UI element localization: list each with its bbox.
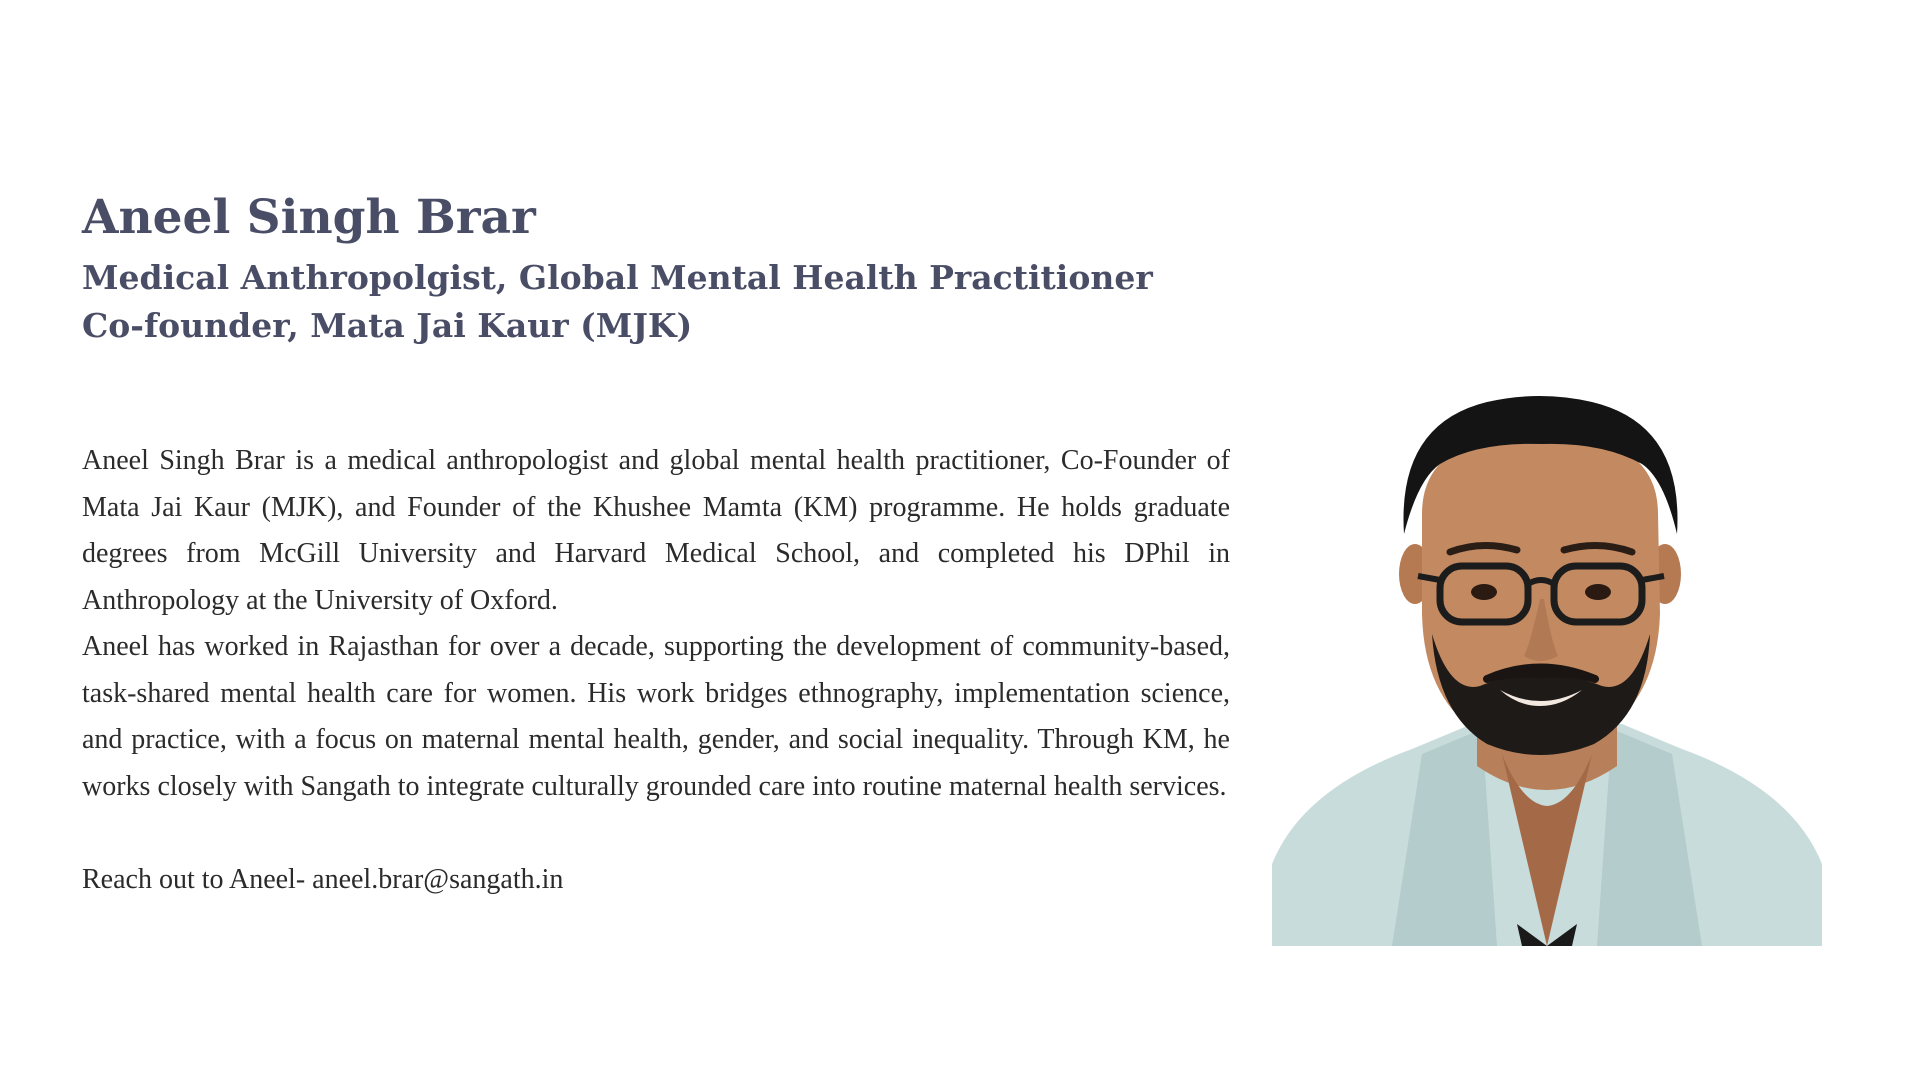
- bio-paragraph-2: Aneel has worked in Rajasthan for over a decade, supporting the development of community-based, task-shared mental health care for women. His work bridges ethnography, implementation science, and practice, with a focus on maternal mental health, gender, and social inequality. Through KM, he works closely with Sangath to integrate culturally grounded care into routine maternal health services.: [82, 631, 1230, 802]
- profile-photo: [1272, 394, 1822, 946]
- profile-name: Aneel Singh Brar: [82, 190, 536, 245]
- photo-eye-left: [1471, 584, 1497, 600]
- photo-glasses-arm-left: [1418, 576, 1440, 580]
- photo-moustache: [1487, 668, 1595, 680]
- photo-glasses-arm-right: [1642, 576, 1664, 580]
- profile-subtitle-role: Medical Anthropolgist, Global Mental Health Practitioner: [82, 258, 1153, 297]
- contact-line: Reach out to Aneel- aneel.brar@sangath.in: [82, 863, 564, 895]
- bio-paragraph-1: Aneel Singh Brar is a medical anthropologist and global mental health practitioner, Co-Founder of Mata Jai Kaur (MJK), and Founder of the Khushee Mamta (KM) programme. He holds graduate degrees from McGill University and Harvard Medical School, and completed his DPhil in Anthropology at the University of Oxford.: [82, 445, 1230, 616]
- profile-subtitle-org: Co-founder, Mata Jai Kaur (MJK): [82, 306, 693, 345]
- bio-section: [82, 438, 1230, 903]
- photo-eye-right: [1585, 584, 1611, 600]
